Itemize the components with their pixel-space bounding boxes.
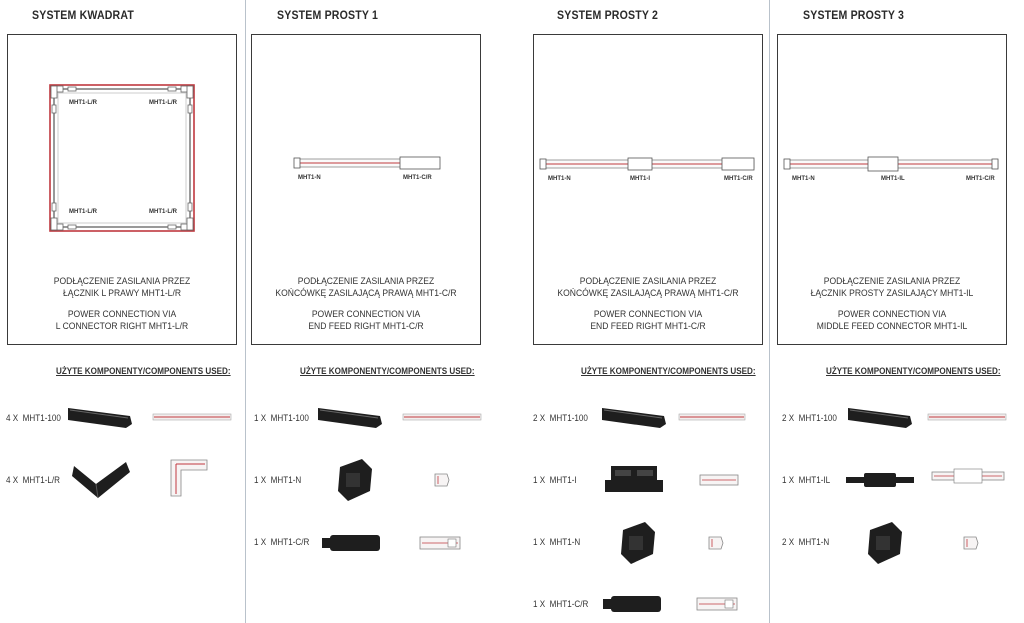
components-heading: UŻYTE KOMPONENTY/COMPONENTS USED: [581, 366, 756, 376]
diagram-label: MHT1-N [792, 176, 815, 182]
diagram-label: MHT1-L/R [69, 209, 97, 215]
system-title: SYSTEM KWADRAT [32, 8, 135, 22]
description-en: POWER CONNECTION VIA MIDDLE FEED CONNECTOR MHT1-IL [816, 309, 968, 332]
straight-system-diagram [534, 35, 762, 235]
l-connector-outline-icon [167, 456, 213, 500]
track-profile-icon [316, 402, 386, 432]
diagram-label: MHT1-L/R [69, 100, 97, 106]
track-profile-icon [846, 402, 916, 432]
middle-feed-connector-icon [844, 472, 916, 488]
track-segment-icon [928, 412, 1008, 424]
system-diagram-box [777, 34, 1007, 345]
system-title: SYSTEM PROSTY 2 [557, 8, 659, 22]
system-prosty-1-column [246, 0, 520, 623]
component-qty-code: 4 X MHT1-L/R [6, 475, 61, 485]
diagram-label: MHT1-N [548, 176, 571, 182]
diagram-label: MHT1-C/R [724, 176, 753, 182]
component-qty-code: 1 X MHT1-N [533, 537, 581, 547]
end-cap-icon [615, 520, 659, 566]
diagram-label: MHT1-C/R [403, 175, 432, 181]
diagram-label: MHT1-L/R [149, 209, 177, 215]
system-prosty-3-column [770, 0, 1024, 623]
system-title: SYSTEM PROSTY 1 [277, 8, 379, 22]
components-heading: UŻYTE KOMPONENTY/COMPONENTS USED: [826, 366, 1001, 376]
track-segment-icon [679, 412, 759, 424]
end-feed-icon [601, 594, 665, 614]
description-en: POWER CONNECTION VIA L CONNECTOR RIGHT MHT1-L/R [55, 309, 189, 332]
component-qty-code: 1 X MHT1-N [254, 475, 302, 485]
description-pl: PODŁĄCZENIE ZASILANIA PRZEZ ŁĄCZNIK PROSTY ZASILAJĄCY MHT1-IL [810, 276, 974, 299]
end-cap-outline-icon [962, 535, 982, 551]
diagram-label: MHT1-I [630, 176, 650, 182]
straight-connector-icon [601, 460, 667, 496]
straight-system-diagram [252, 35, 480, 235]
component-qty-code: 4 X MHT1-100 [6, 413, 61, 423]
system-diagram-box [7, 34, 237, 345]
l-connector-icon [72, 458, 132, 504]
component-qty-code: 1 X MHT1-100 [254, 413, 309, 423]
description-pl: PODŁĄCZENIE ZASILANIA PRZEZ KOŃCÓWKĘ ZASILAJĄCĄ PRAWĄ MHT1-C/R [275, 276, 457, 299]
component-qty-code: 1 X MHT1-C/R [254, 537, 310, 547]
track-segment-icon [403, 412, 483, 424]
middle-feed-connector-outline-icon [930, 466, 1006, 486]
end-feed-outline-icon [695, 594, 743, 614]
description-en: POWER CONNECTION VIA END FEED RIGHT MHT1-C/R [590, 309, 706, 332]
description-en: POWER CONNECTION VIA END FEED RIGHT MHT1-C/R [308, 309, 424, 332]
square-system-diagram [8, 35, 236, 235]
straight-system-diagram [778, 35, 1006, 235]
components-heading: UŻYTE KOMPONENTY/COMPONENTS USED: [56, 366, 231, 376]
diagram-label: MHT1-L/R [149, 100, 177, 106]
diagram-label: MHT1-C/R [966, 176, 995, 182]
end-cap-icon [332, 457, 376, 503]
component-qty-code: 1 X MHT1-I [533, 475, 577, 485]
component-qty-code: 1 X MHT1-IL [782, 475, 831, 485]
system-prosty-2-column [521, 0, 769, 623]
system-diagram-box [533, 34, 763, 345]
track-profile-icon [600, 402, 670, 432]
component-qty-code: 2 X MHT1-N [782, 537, 830, 547]
track-profile-icon [66, 402, 136, 432]
diagram-label: MHT1-N [298, 175, 321, 181]
component-qty-code: 1 X MHT1-C/R [533, 599, 589, 609]
description-pl: PODŁĄCZENIE ZASILANIA PRZEZ KOŃCÓWKĘ ZASILAJĄCĄ PRAWĄ MHT1-C/R [557, 276, 739, 299]
system-diagram-box [251, 34, 481, 345]
component-qty-code: 2 X MHT1-100 [533, 413, 588, 423]
end-feed-icon [320, 533, 384, 553]
diagram-label: MHT1-IL [881, 176, 905, 182]
system-title: SYSTEM PROSTY 3 [803, 8, 905, 22]
end-cap-outline-icon [707, 535, 727, 551]
end-cap-outline-icon [433, 472, 453, 488]
system-kwadrat-column [0, 0, 245, 623]
end-feed-outline-icon [418, 533, 466, 553]
components-heading: UŻYTE KOMPONENTY/COMPONENTS USED: [300, 366, 475, 376]
straight-connector-outline-icon [698, 472, 742, 488]
description-pl: PODŁĄCZENIE ZASILANIA PRZEZ ŁĄCZNIK L PRAWY MHT1-L/R [53, 276, 191, 299]
end-cap-icon [862, 520, 906, 566]
component-qty-code: 2 X MHT1-100 [782, 413, 837, 423]
track-segment-icon [153, 412, 233, 424]
